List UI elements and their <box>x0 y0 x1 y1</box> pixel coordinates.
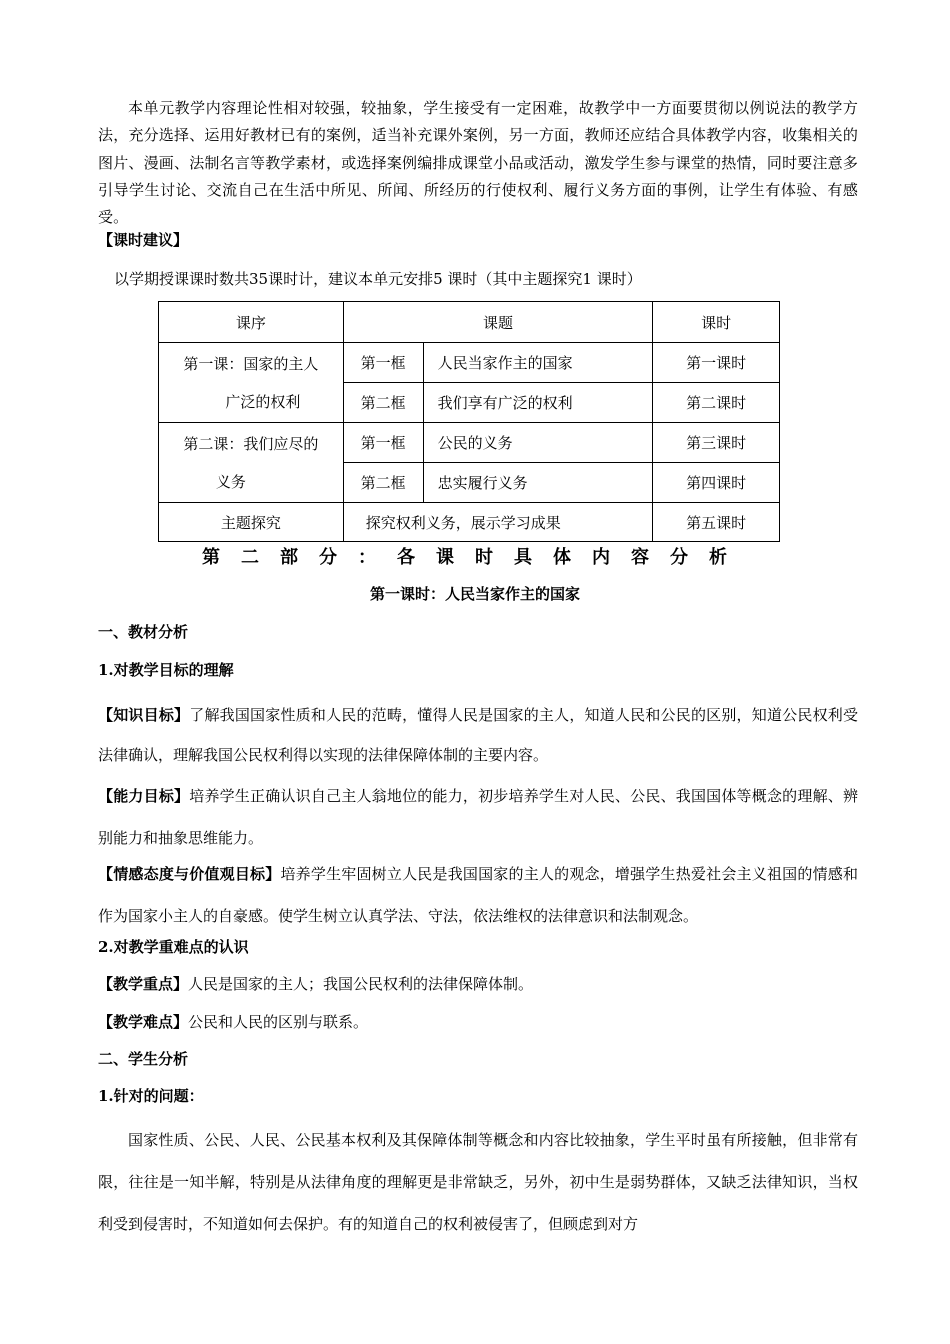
part-title: 第二部分：各课时具体内容分析 <box>202 547 748 568</box>
table-cell-period: 第四课时 <box>653 463 780 503</box>
table-cell-topic: 我们享有广泛的权利 <box>423 383 653 423</box>
difficult-point <box>98 1011 368 1032</box>
table-cell-theme-topic: 探究权利义务，展示学习成果 <box>343 503 652 542</box>
table-cell-topic: 公民的义务 <box>423 423 653 463</box>
emotion-objective <box>98 853 858 937</box>
table-cell-frame: 第二框 <box>343 463 423 503</box>
table-cell-frame: 第二框 <box>343 383 423 423</box>
table-cell-theme-period: 第五课时 <box>653 503 780 542</box>
table-cell-theme: 主题探究 <box>159 503 344 542</box>
knowledge-text: 了解我国国家性质和人民的范畴，懂得人民是国家的主人，知道人民和公民的区别，知道公民权利受法律确认，理解我国公民权利得以实现的法律保障体制的主要内容。 <box>98 706 858 764</box>
ability-text: 培养学生正确认识自己主人翁地位的能力，初步培养学生对人民、公民、我国国体等概念的理解、辨别能力和抽象思维能力。 <box>98 787 858 847</box>
ability-objective <box>98 775 858 859</box>
table-cell-topic: 人民当家作主的国家 <box>423 343 653 383</box>
table-cell-lesson1 <box>159 343 344 423</box>
lesson1-line2: 广泛的权利 <box>225 392 301 411</box>
intro-paragraph: 本单元教学内容理论性相对较强，较抽象，学生接受有一定困难，故教学中一方面要贯彻以例说法的教学方法，充分选择、运用好教材已有的案例，适当补充课外案例，另一方面，教师还应结合具体教学内容，收集相关的图片、漫画、法制名言等教学素材，或选择案例编排成课堂小品或活动，激发学生参与课堂的热情，同时要注意多引导学生讨论、交流自己在生活中所见、所闻、所经历的行使权利、履行义务方面的事例，让学生有体验、有感受。 <box>98 99 858 227</box>
difficult-label: 【教学难点】 <box>98 1013 189 1031</box>
lesson1-line1: 第一课：国家的主人 <box>183 354 319 373</box>
table-cell-period: 第三课时 <box>653 423 780 463</box>
table-cell-period: 第二课时 <box>653 383 780 423</box>
lesson2-line2: 义务 <box>215 472 246 491</box>
key-text: 人民是国家的主人；我国公民权利的法律保障体制。 <box>188 975 534 993</box>
section-heading-students: 二、学生分析 <box>98 1050 189 1068</box>
lesson2-line1: 第二课：我们应尽的 <box>183 434 319 453</box>
table-cell-period: 第一课时 <box>653 343 780 383</box>
lesson-title: 第一课时：人民当家作主的国家 <box>369 585 580 603</box>
schedule-table <box>158 301 780 542</box>
ability-label: 【能力目标】 <box>98 787 190 805</box>
knowledge-objective <box>98 695 858 775</box>
emotion-label: 【情感态度与价值观目标】 <box>98 865 281 883</box>
table-header-period: 课时 <box>653 302 780 343</box>
subheading-objectives: 1.对教学目标的理解 <box>98 661 234 679</box>
table-cell-frame: 第一框 <box>343 343 423 383</box>
section-heading-textbook: 一、教材分析 <box>98 623 189 641</box>
table-cell-lesson2 <box>159 423 344 503</box>
knowledge-label: 【知识目标】 <box>98 706 190 724</box>
student-analysis-paragraph: 国家性质、公民、人民、公民基本权利及其保障体制等概念和内容比较抽象，学生平时虽有所接触，但非常有限，往往是一知半解，特别是从法律角度的理解更是非常缺乏，另外，初中生是弱势群体，又缺乏法律知识，当权利受到侵害时，不知道如何去保护。有的知道自己的权利被侵害了，但顾虑到对方 <box>98 1131 858 1233</box>
table-header-topic: 课题 <box>343 302 652 343</box>
key-label: 【教学重点】 <box>98 975 189 993</box>
emotion-text: 培养学生牢固树立人民是我国国家的主人的观念，增强学生热爱社会主义祖国的情感和作为国家小主人的自豪感。使学生树立认真学法、守法，依法维权的法律意识和法制观念。 <box>98 865 858 925</box>
subheading-key-points: 2.对教学重难点的认识 <box>98 938 249 956</box>
key-point <box>98 973 533 994</box>
difficult-text: 公民和人民的区别与联系。 <box>188 1013 369 1031</box>
schedule-text: 以学期授课课时数共35课时计，建议本单元安排5 课时（其中主题探究1 课时） <box>114 270 642 288</box>
table-cell-topic: 忠实履行义务 <box>423 463 653 503</box>
schedule-heading: 【课时建议】 <box>98 231 189 249</box>
subheading-problems: 1.针对的问题： <box>98 1087 204 1105</box>
table-header-course: 课序 <box>159 302 344 343</box>
table-cell-frame: 第一框 <box>343 423 423 463</box>
